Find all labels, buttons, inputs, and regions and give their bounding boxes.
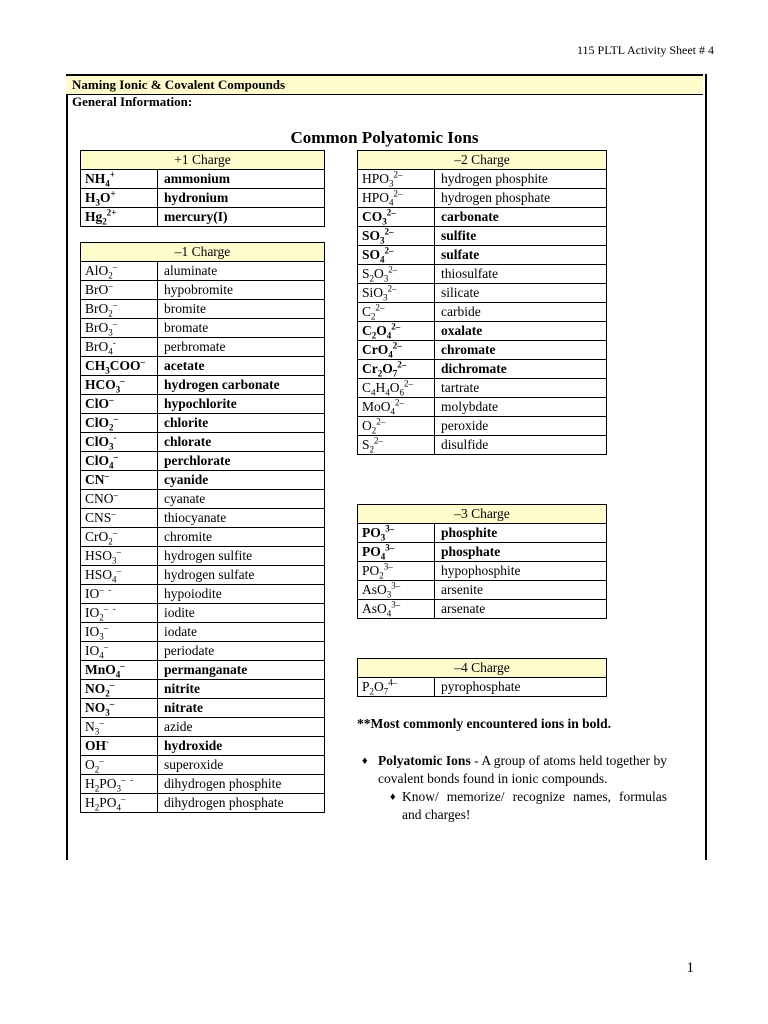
ion-formula: AsO$_4^{3-}$: [358, 600, 435, 619]
ion-name: hypoiodite: [158, 585, 325, 604]
table-row: [81, 490, 325, 509]
ion-formula: $CO_3^{2-}$: [358, 208, 435, 227]
ion-name: hydrogen sulfate: [158, 566, 325, 585]
ion-name: bromate: [158, 319, 325, 338]
charge-title: –2 Charge: [358, 151, 607, 170]
ion-name: bromite: [158, 300, 325, 319]
ion-formula: $IO_4^-$: [81, 642, 158, 661]
table-row: [81, 661, 325, 680]
table-row: [358, 322, 607, 341]
table-header: [358, 151, 607, 170]
table-row: [81, 566, 325, 585]
ion-formula: $C_2O_4^{2-}$: [358, 322, 435, 341]
ion-name: nitrate: [158, 699, 325, 718]
ion-formula: IO– -: [81, 585, 158, 604]
ion-name: hydroxide: [158, 737, 325, 756]
table-plus1-charge: [80, 150, 325, 227]
ion-formula: $PO_2^{3-}$: [358, 562, 435, 581]
table-row: [81, 262, 325, 281]
table-row: [81, 737, 325, 756]
ion-formula: $IO_3^-$: [81, 623, 158, 642]
table-minus1-charge: [80, 242, 325, 813]
ion-formula: BrO$_2$–: [81, 300, 158, 319]
ion-name: perchlorate: [158, 452, 325, 471]
sub-bullet: [390, 788, 667, 824]
ion-formula: SiO$_3^{2-}$: [358, 284, 435, 303]
definition-term: Polyatomic Ions: [378, 753, 471, 768]
ion-name: hypochlorite: [158, 395, 325, 414]
table-row: [81, 794, 325, 813]
ion-formula: $O_2^{2-}$: [358, 417, 435, 436]
table-row: [81, 414, 325, 433]
table-minus2-charge: [357, 150, 607, 455]
table-row: [358, 227, 607, 246]
ion-formula: BrO–: [81, 281, 158, 300]
ion-formula: CNS–: [81, 509, 158, 528]
table-row: [81, 357, 325, 376]
table-header: [81, 243, 325, 262]
ion-name: dihydrogen phosphite: [158, 775, 325, 794]
ion-name: oxalate: [435, 322, 607, 341]
bold-note: **Most commonly encountered ions in bold.: [357, 716, 612, 731]
ion-formula: ClO$_2$–: [81, 414, 158, 433]
table-row: [358, 417, 607, 436]
ion-name: carbonate: [435, 208, 607, 227]
ion-name: carbide: [435, 303, 607, 322]
table-row: [358, 208, 607, 227]
ion-formula: CrO$_4^{2-}$: [358, 341, 435, 360]
ion-formula: AlO$_2$–: [81, 262, 158, 281]
ion-formula: BrO$_4$-: [81, 338, 158, 357]
charge-title: –4 Charge: [358, 659, 607, 678]
diamond-bullet-icon: ♦: [390, 791, 396, 803]
definition-body: - A group of atoms held together by covalent bonds found in ionic compounds.: [378, 753, 668, 786]
table-row: [358, 562, 607, 581]
diamond-bullet-icon: ♦: [362, 755, 368, 767]
ion-formula: $CH_3COO^-$: [81, 357, 158, 376]
table-row: [358, 246, 607, 265]
title-bar: [66, 74, 703, 95]
table-row: [358, 265, 607, 284]
ion-name: arsenate: [435, 600, 607, 619]
table-row: [81, 170, 325, 189]
table-row: [81, 395, 325, 414]
ion-name: arsenite: [435, 581, 607, 600]
table-row: [81, 585, 325, 604]
table-header: [358, 505, 607, 524]
table-row: [81, 642, 325, 661]
ion-name: phosphate: [435, 543, 607, 562]
definition-bullet: [362, 752, 667, 824]
ion-formula: $SO_4^{2-}$: [358, 246, 435, 265]
ion-name: permanganate: [158, 661, 325, 680]
table-row: [81, 604, 325, 623]
ion-formula: $SO_3^{2-}$: [358, 227, 435, 246]
charge-title: +1 Charge: [81, 151, 325, 170]
ion-name: dichromate: [435, 360, 607, 379]
sub-bullet-text: Know/ memorize/ recognize names, formulas and charges!: [402, 789, 667, 822]
table-row: [81, 680, 325, 699]
ion-name: hydrogen sulfite: [158, 547, 325, 566]
table-row: [81, 547, 325, 566]
ion-formula: MnO$_4$–: [81, 661, 158, 680]
table-row: [358, 189, 607, 208]
ion-formula: CN–: [81, 471, 158, 490]
ion-formula: $HSO_4^-$: [81, 566, 158, 585]
ion-formula: OH-: [81, 737, 158, 756]
table-header: [358, 659, 607, 678]
ion-name: hypobromite: [158, 281, 325, 300]
ion-formula: $H_2PO_4^-$: [81, 794, 158, 813]
table-row: [358, 303, 607, 322]
table-row: [81, 718, 325, 737]
table-row: [81, 189, 325, 208]
ion-name: hydrogen phosphate: [435, 189, 607, 208]
ion-name: ammonium: [158, 170, 325, 189]
table-row: [358, 341, 607, 360]
ion-formula: MoO$_4^{2-}$: [358, 398, 435, 417]
table-row: [358, 398, 607, 417]
ion-name: sulfite: [435, 227, 607, 246]
ion-name: molybdate: [435, 398, 607, 417]
ion-formula: $C_4H_4O_6^{2-}$: [358, 379, 435, 398]
table-row: [358, 436, 607, 455]
ion-name: phosphite: [435, 524, 607, 543]
ion-name: pyrophosphate: [435, 678, 607, 697]
table-row: [358, 600, 607, 619]
ion-name: chlorate: [158, 433, 325, 452]
ion-name: hydronium: [158, 189, 325, 208]
table-row: [358, 678, 607, 697]
table-row: [81, 433, 325, 452]
ion-name: iodite: [158, 604, 325, 623]
table-row: [81, 319, 325, 338]
ion-name: chromite: [158, 528, 325, 547]
table-row: [81, 528, 325, 547]
ion-name: chlorite: [158, 414, 325, 433]
definition-text: [378, 752, 667, 788]
ion-name: cyanate: [158, 490, 325, 509]
table-header: [81, 151, 325, 170]
table-row: [81, 623, 325, 642]
ion-formula: $H_3O^+$: [81, 189, 158, 208]
table-row: [81, 338, 325, 357]
ion-formula: $HSO_3^-$: [81, 547, 158, 566]
ion-formula: $NH_4^+$: [81, 170, 158, 189]
ion-name: disulfide: [435, 436, 607, 455]
table-row: [358, 284, 607, 303]
section-title: Naming Ionic & Covalent Compounds: [72, 77, 286, 92]
ion-formula: ClO$_4$–: [81, 452, 158, 471]
table-row: [81, 775, 325, 794]
table-row: [81, 756, 325, 775]
table-row: [358, 581, 607, 600]
table-row: [358, 170, 607, 189]
ion-name: acetate: [158, 357, 325, 376]
ion-formula: $S_2^{2-}$: [358, 436, 435, 455]
table-row: [81, 509, 325, 528]
ion-name: thiocyanate: [158, 509, 325, 528]
ion-name: iodate: [158, 623, 325, 642]
charge-title: –1 Charge: [81, 243, 325, 262]
ion-formula: CNO–: [81, 490, 158, 509]
ion-name: nitrite: [158, 680, 325, 699]
ion-formula: CrO$_2$–: [81, 528, 158, 547]
ion-formula: AsO$_3^{3-}$: [358, 581, 435, 600]
table-row: [81, 281, 325, 300]
ion-formula: $N_3^-$: [81, 718, 158, 737]
ion-name: thiosulfate: [435, 265, 607, 284]
table-minus4-charge: [357, 658, 607, 697]
table-row: [81, 452, 325, 471]
ion-formula: $HPO_4^{2-}$: [358, 189, 435, 208]
ion-name: hypophosphite: [435, 562, 607, 581]
table-row: [358, 524, 607, 543]
ion-formula: $P_2O_7^{4-}$: [358, 678, 435, 697]
ion-formula: $PO_4^{3-}$: [358, 543, 435, 562]
table-row: [358, 543, 607, 562]
table-row: [358, 360, 607, 379]
ion-name: periodate: [158, 642, 325, 661]
table-row: [358, 379, 607, 398]
ion-name: hydrogen carbonate: [158, 376, 325, 395]
table-row: [81, 699, 325, 718]
table-row: [81, 376, 325, 395]
ion-formula: $NO_2^-$: [81, 680, 158, 699]
ion-formula: $H_2PO_3^{- -}$: [81, 775, 158, 794]
ion-formula: $IO_2^{- -}$: [81, 604, 158, 623]
page-number: 1: [686, 960, 694, 976]
ion-formula: ClO–: [81, 395, 158, 414]
general-info-label: General Information:: [72, 94, 193, 109]
table-row: [81, 300, 325, 319]
ion-name: superoxide: [158, 756, 325, 775]
ion-name: dihydrogen phosphate: [158, 794, 325, 813]
ion-name: azide: [158, 718, 325, 737]
ion-formula: $PO_3^{3-}$: [358, 524, 435, 543]
table-row: [81, 208, 325, 227]
ion-formula: $C_2^{2-}$: [358, 303, 435, 322]
ion-formula: $Hg_2^{2+}$: [81, 208, 158, 227]
ion-formula: $S_2O_3^{2-}$: [358, 265, 435, 284]
table-row: [81, 471, 325, 490]
ion-name: tartrate: [435, 379, 607, 398]
ion-formula: $HPO_3^{2-}$: [358, 170, 435, 189]
ion-formula: $HCO_3^-$: [81, 376, 158, 395]
ion-name: sulfate: [435, 246, 607, 265]
ion-name: chromate: [435, 341, 607, 360]
ion-name: perbromate: [158, 338, 325, 357]
ion-name: hydrogen phosphite: [435, 170, 607, 189]
page-heading: Common Polyatomic Ions: [290, 128, 479, 147]
ion-formula: ClO$_3$-: [81, 433, 158, 452]
ion-name: mercury(I): [158, 208, 325, 227]
ion-formula: $O_2^-$: [81, 756, 158, 775]
ion-name: silicate: [435, 284, 607, 303]
sheet-id: 115 PLTL Activity Sheet # 4: [577, 43, 714, 57]
ion-name: cyanide: [158, 471, 325, 490]
ion-name: peroxide: [435, 417, 607, 436]
ion-formula: $Cr_2O_7^{2-}$: [358, 360, 435, 379]
ion-formula: BrO$_3$–: [81, 319, 158, 338]
table-minus3-charge: [357, 504, 607, 619]
charge-title: –3 Charge: [358, 505, 607, 524]
ion-name: aluminate: [158, 262, 325, 281]
ion-formula: $NO_3^-$: [81, 699, 158, 718]
